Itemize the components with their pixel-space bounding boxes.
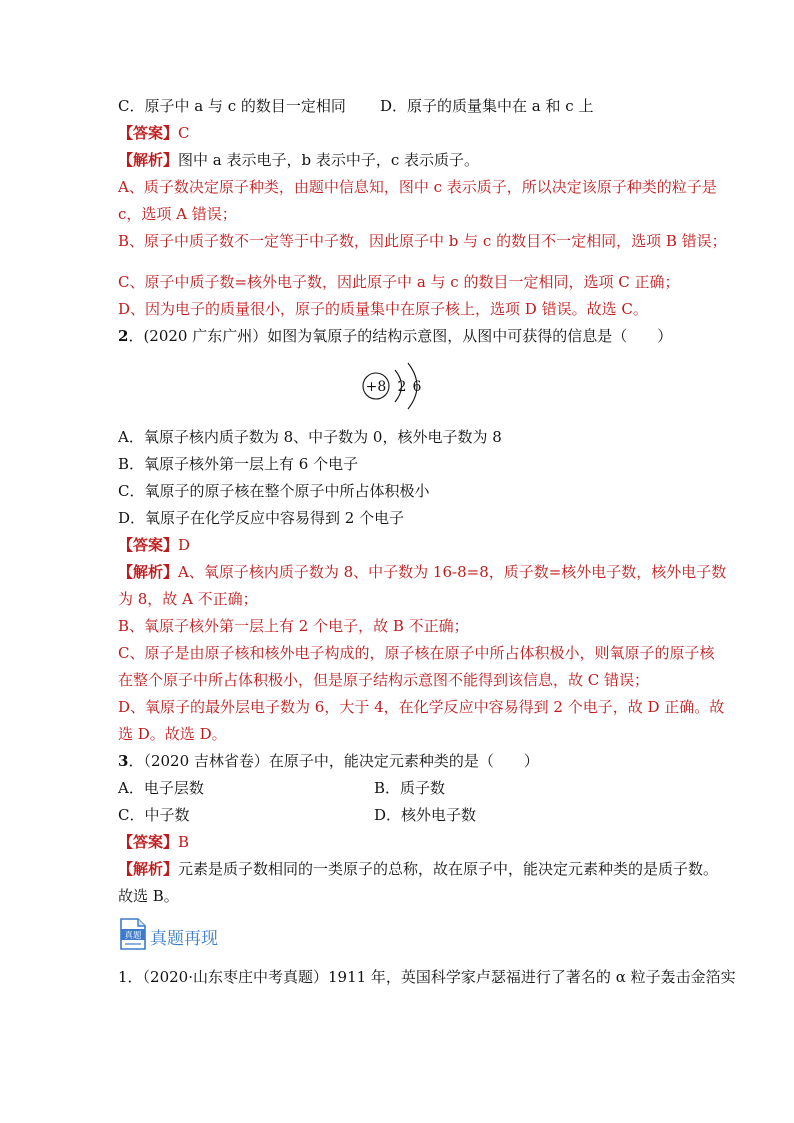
q2-analysis-b1: B、氧原子核外第一层上有 2 个电子，故 B 不正确； (118, 617, 469, 635)
q3-analysis-a1 (118, 856, 719, 883)
q3-options-ab (118, 775, 688, 802)
q3-analysis-a2: 故选 B。 (118, 887, 179, 905)
nucleus-charge: +8 (365, 379, 387, 395)
answer-label: 【答案】 (118, 536, 179, 554)
q3-option-b: B．质子数 (374, 779, 446, 797)
q2-option-b: B．氧原子核外第一层上有 6 个电子 (118, 455, 359, 473)
q3-options-cd (118, 802, 688, 829)
q3-source: ．（2020 吉林省卷） (128, 752, 269, 770)
q2-analysis-d1: D、氧原子的最外层电子数为 6，大于 4，在化学反应中容易得到 2 个电子，故 D 正确。故 (118, 698, 725, 716)
document-icon-label: 真题 (124, 931, 142, 941)
q1-analysis-intro (118, 147, 688, 174)
document-page (118, 93, 736, 991)
analysis-label: 【解析】 (118, 151, 179, 169)
q2-stem (118, 323, 688, 350)
q1-option-c: C．原子中 a 与 c 的数目一定相同 (118, 97, 346, 115)
q2-option-c: C．氧原子的原子核在整个原子中所占体积极小 (118, 482, 430, 500)
section-title: 真题再现 (150, 929, 218, 949)
q1-analysis-d1: D、因为电子的质量很小，原子的质量集中在原子核上，选项 D 错误。故选 C。 (118, 300, 648, 318)
answer-label: 【答案】 (118, 833, 179, 851)
document-icon (118, 918, 148, 950)
q1-analysis-b1: B、原子中质子数不一定等于中子数，因此原子中 b 与 c 的数目不一定相同，选项 B 错误； (118, 232, 727, 250)
oxygen-atom-diagram (118, 354, 688, 418)
q2-option-d: D．氧原子在化学反应中容易得到 2 个电子 (118, 509, 405, 527)
analysis-text: A、氧原子核内质子数为 8、中子数为 16-8=8，质子数=核外电子数，核外电子数 (178, 563, 727, 581)
q2-option-a: A．氧原子核内质子数为 8、中子数为 0，核外电子数为 8 (118, 428, 502, 446)
q2-answer (118, 532, 688, 559)
analysis-text: 图中 a 表示电子，b 表示中子，c 表示质子。 (178, 151, 480, 169)
q1-analysis-a2: c，选项 A 错误； (118, 205, 237, 223)
shell1-electrons: 2 (397, 379, 407, 395)
analysis-text: 元素是质子数相同的一类原子的总称，故在原子中，能决定元素种类的是质子数。 (178, 860, 719, 878)
q1-option-d: D．原子的质量集中在 a 和 c 上 (380, 97, 594, 115)
q2-number: 2 (118, 327, 129, 345)
q2-analysis-c1: C、原子是由原子核和核外电子构成的，原子核在原子中所占体积极小，则氧原子的原子核 (118, 644, 715, 662)
analysis-label: 【解析】 (118, 860, 179, 878)
q3-option-c: C．中子数 (118, 806, 190, 824)
q2-analysis-c2: 在整个原子中所占体积极小，但是原子结构示意图不能得到该信息，故 C 错误； (118, 671, 650, 689)
next-question-start: 1．（2020·山东枣庄中考真题）1911 年，英国科学家卢瑟福进行了著名的 α 粒子轰击金箔实 (118, 968, 736, 986)
q2-analysis-d2: 选 D。故选 D。 (118, 725, 227, 743)
answer-label: 【答案】 (118, 124, 179, 142)
analysis-label: 【解析】 (118, 563, 179, 581)
q1-analysis-c1: C、原子中质子数=核外电子数，因此原子中 a 与 c 的数目一定相同，选项 C 正确； (118, 273, 680, 291)
atom-structure-svg (358, 354, 448, 418)
section-header (118, 918, 688, 950)
q1-analysis-a1: A、质子数决定原子种类，由题中信息知，图中 c 表示质子，所以决定该原子种类的粒子是 (118, 178, 717, 196)
q3-option-a: A．电子层数 (118, 779, 204, 797)
answer-value: C (178, 124, 190, 142)
q3-option-d: D．核外电子数 (374, 806, 477, 824)
q2-source: ．(2020 广东广州） (128, 327, 268, 345)
q2-analysis-a1 (118, 559, 727, 586)
q3-number: 3 (118, 752, 129, 770)
q1-options-cd (118, 93, 688, 120)
q3-stem-text: 在原子中，能决定元素种类的是（ ） (268, 752, 539, 770)
q2-analysis-a2: 为 8，故 A 不正确； (118, 590, 258, 608)
q3-stem (118, 748, 688, 775)
q3-answer (118, 829, 688, 856)
q2-stem-text: 如图为氧原子的结构示意图，从图中可获得的信息是（ ） (267, 327, 673, 345)
shell2-electrons: 6 (412, 379, 422, 395)
answer-value: B (178, 833, 190, 851)
answer-value: D (178, 536, 191, 554)
q1-answer (118, 120, 688, 147)
